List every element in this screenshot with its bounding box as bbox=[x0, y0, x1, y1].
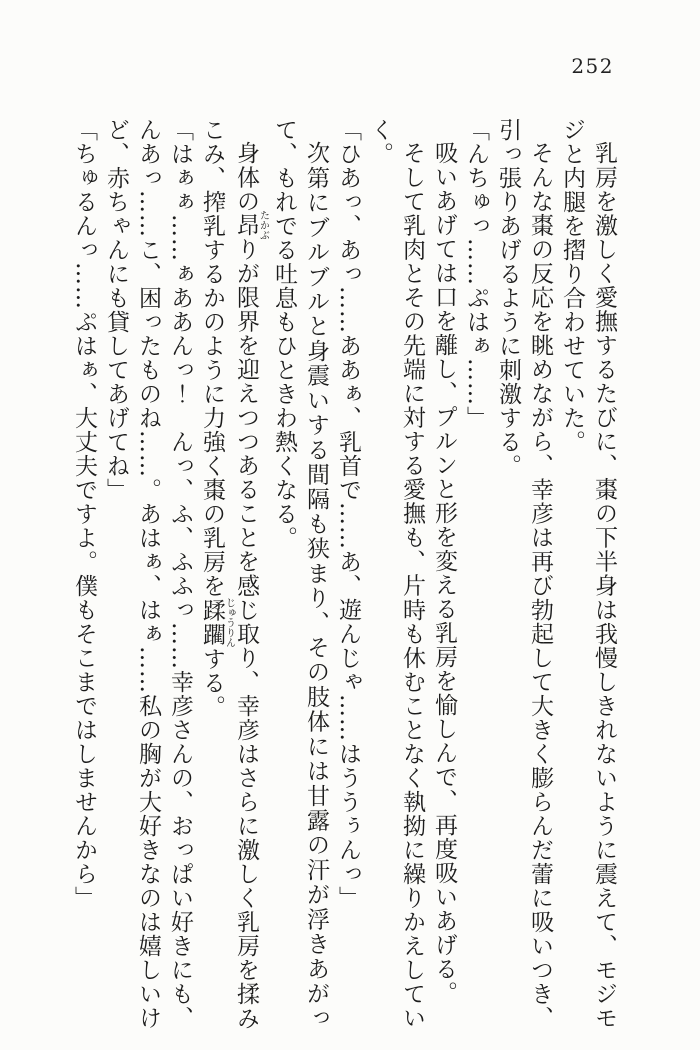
paragraph: 「ひあっ、あっ……ああぁ、乳首で……あ、遊んじゃ……はううぅんっ」 bbox=[335, 118, 361, 910]
page-number: 252 bbox=[571, 54, 614, 78]
paragraph: 次第にブルブルと身震いする間隔も狭まり、その肢体には甘露の汗が浮きあがって、もれでる吐息もひときわ熱くなる。 bbox=[271, 118, 329, 1031]
paragraph: 「ちゅるんっ……ぷはぁ、大丈夫ですよ。僕もそこまではしませんから」 bbox=[71, 118, 97, 910]
paragraph: そんな棗の反応を眺めながら、幸彦は再び勃起して大きく膨らんだ蕾に吸いつき、引っ張りあげるように刺激する。 bbox=[495, 118, 553, 1030]
body-text bbox=[68, 118, 620, 1030]
paragraph: 身体の昂たかぶりが限界を迎えつつあることを感じ取り、幸彦はさらに激しく乳房を揉みこみ、搾乳するかのように力強く棗の乳房を蹂躙じゅうりんする。 bbox=[199, 118, 269, 1031]
furigana: たかぶ bbox=[257, 210, 269, 241]
paragraph: そして乳肉とその先端に対する愛撫も、片時も休むことなく執拗に繰りかえしていく。 bbox=[367, 118, 425, 1030]
ruby-annotated-word: 昂たかぶ bbox=[233, 210, 269, 241]
paragraph: 乳房を激しく愛撫するたびに、棗の下半身は我慢しきれないように震えて、モジモジと内腿を摺り合わせていた。 bbox=[559, 118, 617, 1030]
paragraph: 吸いあげては口を離し、プルンと形を変える乳房を愉しんで、再度吸いあげる。 bbox=[431, 141, 457, 1005]
furigana: じゅうりん bbox=[223, 597, 235, 648]
ruby-annotated-word: 蹂躙じゅうりん bbox=[199, 597, 235, 648]
paragraph: 「んちゅっ……ぷはぁ……」 bbox=[463, 118, 489, 430]
paragraph: 「はぁぁ……ぁああんっ！ んっ、ふ、ふふっ……幸彦さんの、おっぱい好きにも、んあっ……こ、困ったものね……。あはぁ、はぁ……私の胸が大好きなのは嬉しいけど、赤ちゃんにも貸してあげてね」 bbox=[103, 118, 193, 1030]
